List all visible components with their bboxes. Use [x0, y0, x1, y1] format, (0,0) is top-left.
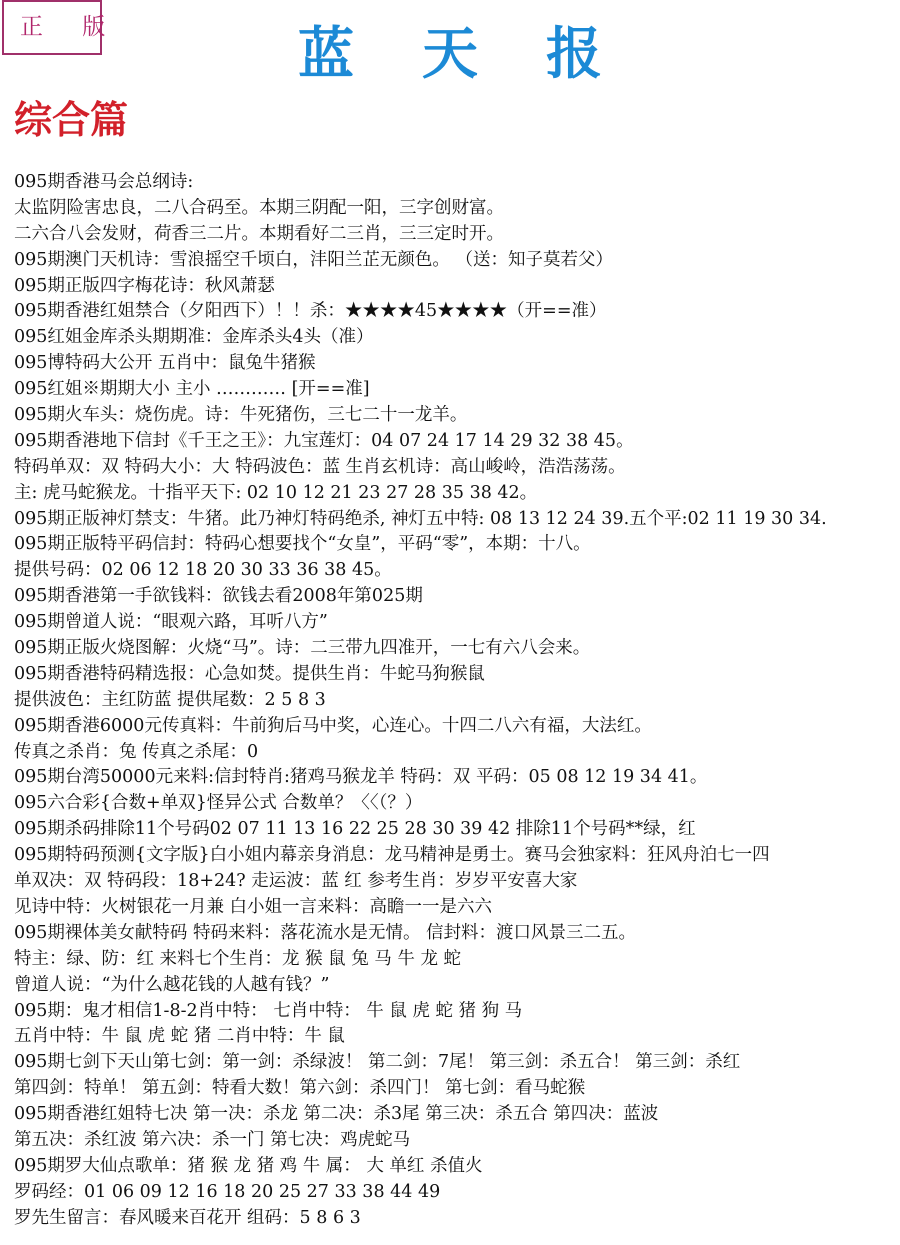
text-line: 095期香港红姐特七决 第一决：杀龙 第二决：杀3尾 第三决：杀五合 第四决：蓝波	[14, 1104, 659, 1125]
page-title: 蓝天报	[298, 21, 670, 87]
text-line: 特主：绿、防：红 来料七个生肖：龙 猴 鼠 兔 马 牛 龙 蛇	[14, 948, 462, 969]
text-line: 单双决：双 特码段：18+24? 走运波：蓝 红 参考生肖：岁岁平安喜大家	[14, 871, 578, 892]
text-line: 095期正版火烧图解：火烧“马”。诗：二三带九四准开，一七有六八会来。	[14, 638, 591, 659]
text-line: 罗码经：01 06 09 12 16 18 20 25 27 33 38 44 49	[14, 1181, 441, 1202]
text-line: 095六合彩{合数+单双}怪异公式 合数单？〈〈（？）	[14, 793, 423, 814]
text-line: 095期香港地下信封《千王之王》：九宝莲灯：04 07 24 17 14 29 32 38 45。	[14, 430, 634, 451]
text-line: 095期罗大仙点歌单：猪 猴 龙 猪 鸡 牛 属： 大 单红 杀值火	[14, 1155, 483, 1176]
text-line: 第五决：杀红波 第六决：杀一门 第七决：鸡虎蛇马	[14, 1129, 411, 1150]
text-line: 095期香港红姐禁合（夕阳西下）！！杀：★★★★45★★★★（开==准）	[14, 301, 607, 322]
text-line: 主: 虎马蛇猴龙。十指平天下: 02 10 12 21 23 27 28 35 38 42。	[14, 482, 538, 503]
text-line: 095期火车头：烧伤虎。诗：牛死猪伤，三七二十一龙羊。	[14, 405, 468, 426]
text-line: 二六合八会发财，荷香三二片。本期看好二三肖，三三定时开。	[14, 223, 504, 244]
text-line: 095期曾道人说：“眼观六路，耳听八方”	[14, 612, 328, 633]
text-line: 095期：鬼才相信1-8-2肖中特： 七肖中特： 牛 鼠 虎 蛇 猪 狗 马	[14, 1000, 523, 1021]
text-line: 提供号码：02 06 12 18 20 30 33 36 38 45。	[14, 560, 392, 581]
text-line: 095期香港马会总纲诗:	[14, 172, 194, 192]
text-line: 095期特码预测{文字版}白小姐内幕亲身消息：龙马精神是勇士。赛马会独家料：狂风舟泊七一四	[14, 845, 770, 866]
text-line: 曾道人说：“为什么越花钱的人越有钱？”	[14, 974, 330, 995]
text-line: 095期台湾50000元来料:信封特肖:猪鸡马猴龙羊 特码：双 平码：05 08 12 19 34 41。	[14, 767, 708, 788]
text-line: 095期裸体美女献特码 特码来料：落花流水是无情。 信封料：渡口风景三二五。	[14, 922, 637, 943]
text-line: 095期正版神灯禁支：牛猪。此乃神灯特码绝杀, 神灯五中特: 08 13 12 24 39.五个平:02 11 19 30 34.	[14, 508, 827, 529]
text-line: 罗先生留言：春风暖来百花开 组码：5 8 6 3	[14, 1207, 361, 1228]
text-line: 095博特码大公开 五肖中：鼠兔牛猪猴	[14, 353, 316, 374]
text-line: 095红姐※期期大小 主小 ………… [开==准]	[14, 379, 370, 400]
text-line: 095期香港第一手欲钱料：欲钱去看2008年第025期	[14, 586, 423, 607]
text-line: 太监阴险害忠良，二八合码至。本期三阴配一阳，三字创财富。	[14, 197, 504, 218]
text-line: 见诗中特：火树银花一月兼 白小姐一言来料：高瞻一一是六六	[14, 896, 493, 917]
text-line: 095期香港特码精选报：心急如焚。提供生肖：牛蛇马狗猴鼠	[14, 663, 485, 684]
section-heading: 综合篇	[14, 97, 129, 142]
text-line: 095期澳门天机诗：雪浪摇空千顷白，沣阳兰芷无颜色。 （送：知子莫若父）	[14, 249, 613, 270]
text-line: 095期正版四字梅花诗：秋风萧瑟	[14, 275, 275, 296]
content-lines	[14, 170, 894, 1232]
text-line: 传真之杀肖：兔 传真之杀尾：0	[14, 741, 259, 762]
edition-badge: 正 版	[2, 0, 102, 55]
text-line: 095期杀码排除11个号码02 07 11 13 16 22 25 28 30 39 42 排除11个号码**绿，红	[14, 819, 696, 840]
text-line: 095期七剑下天山第七剑：第一剑：杀绿波！ 第二剑：7尾！ 第三剑：杀五合！ 第三剑：杀红	[14, 1052, 741, 1073]
text-line: 提供波色：主红防蓝 提供尾数：2 5 8 3	[14, 689, 326, 710]
text-line: 五肖中特：牛 鼠 虎 蛇 猪 二肖中特：牛 鼠	[14, 1026, 345, 1047]
text-line: 095期正版特平码信封：特码心想要找个“女皇”，平码“零”，本期：十八。	[14, 534, 591, 555]
text-line: 095红姐金库杀头期期准：金库杀头4头（准）	[14, 327, 374, 348]
text-line: 095期香港6000元传真料：牛前狗后马中奖，心连心。十四二八六有福，大法红。	[14, 715, 652, 736]
text-line: 第四剑：特单！ 第五剑：特看大数！第六剑：杀四门！ 第七剑：看马蛇猴	[14, 1078, 586, 1099]
text-line: 特码单双：双 特码大小：大 特码波色：蓝 生肖玄机诗：高山峻岭，浩浩荡荡。	[14, 456, 626, 477]
